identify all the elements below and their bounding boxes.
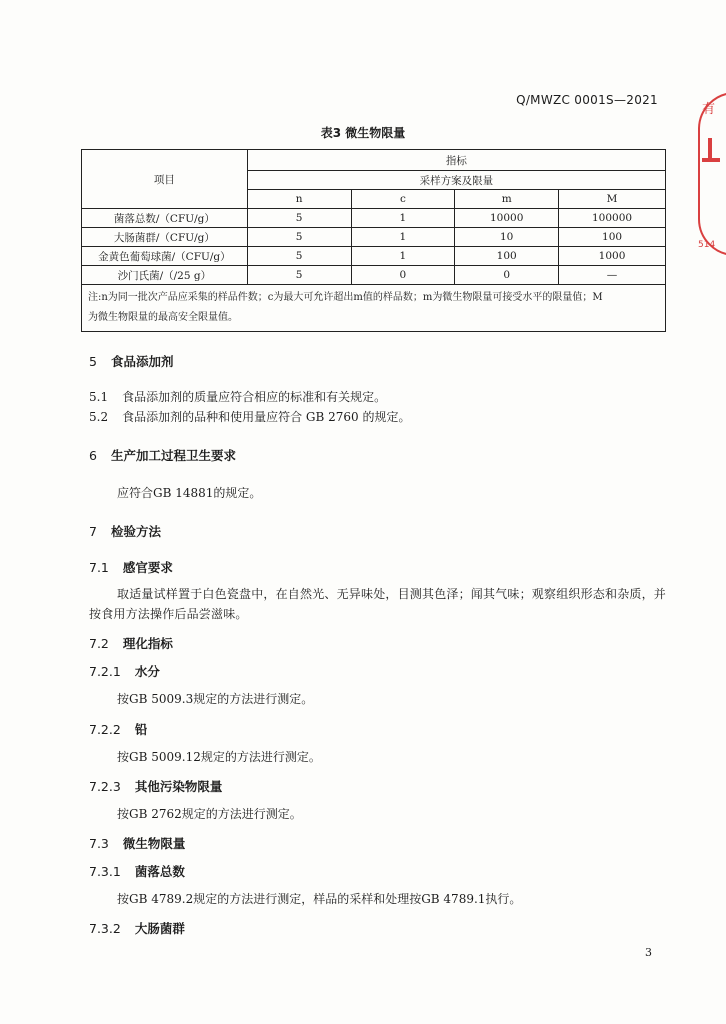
stamp-text-top: 有 (702, 102, 716, 117)
table-row (82, 266, 666, 285)
table-note-line1: 注:n为同一批次产品应采集的样品件数；c为最大可允许超出m值的样品数；m为微生物限量可接受水平的限量值；M (88, 292, 603, 303)
row-M: — (559, 266, 666, 285)
section-7-2-3-text: 按GB 2762规定的方法进行测定。 (117, 807, 302, 821)
row-c: 1 (351, 209, 455, 228)
red-seal-stamp (696, 92, 726, 262)
row-n: 5 (247, 209, 351, 228)
row-m: 100 (455, 247, 559, 266)
row-n: 5 (247, 228, 351, 247)
section-7-3-1-heading: 7.3.1 菌落总数 (89, 864, 185, 879)
section-7-3-2-heading: 7.3.2 大肠菌群 (89, 921, 185, 936)
row-item: 菌落总数/（CFU/g） (82, 209, 248, 228)
table-note-line2: 为微生物限量的最高安全限量值。 (88, 312, 238, 323)
section-7-1-heading: 7.1 感官要求 (89, 560, 173, 575)
section-7-2-3-heading: 7.2.3 其他污染物限量 (89, 779, 223, 794)
section-7-2-heading: 7.2 理化指标 (89, 636, 173, 651)
section-7-heading: 7 检验方法 (89, 524, 161, 539)
section-7-3-heading: 7.3 微生物限量 (89, 836, 186, 851)
section-7-2-1-heading: 7.2.1 水分 (89, 664, 160, 679)
table-row (82, 209, 666, 228)
stamp-text-bottom: 514 (698, 240, 716, 250)
subheader-m: m (455, 190, 559, 209)
clause-5-2: 5.2 食品添加剂的品种和使用量应符合 GB 2760 的规定。 (89, 410, 411, 424)
section-7-2-2-text: 按GB 5009.12规定的方法进行测定。 (117, 750, 321, 764)
section-6-heading: 6 生产加工过程卫生要求 (89, 448, 236, 463)
row-item: 大肠菌群/（CFU/g） (82, 228, 248, 247)
section-7-1-text: 取适量试样置于白色瓷盘中，在自然光、无异味处，目测其色泽；闻其气味；观察组织形态和杂质，并按食用方法操作后品尝滋味。 (89, 587, 667, 621)
row-item: 沙门氏菌/（/25 g） (82, 266, 248, 285)
row-item: 金黄色葡萄球菌/（CFU/g） (82, 247, 248, 266)
row-c: 1 (351, 247, 455, 266)
row-c: 0 (351, 266, 455, 285)
row-m: 10 (455, 228, 559, 247)
page-number: 3 (645, 946, 652, 959)
row-M: 100000 (559, 209, 666, 228)
microbial-limits-table (81, 149, 666, 332)
subheader-c: c (351, 190, 455, 209)
clause-5-1: 5.1 食品添加剂的质量应符合相应的标准和有关规定。 (89, 390, 387, 404)
header-index: 指标 (247, 150, 665, 171)
subheader-n: n (247, 190, 351, 209)
section-5-heading: 5 食品添加剂 (89, 354, 174, 369)
section-7-2-1-text: 按GB 5009.3规定的方法进行测定。 (117, 692, 314, 706)
row-m: 0 (455, 266, 559, 285)
header-item: 项目 (82, 150, 248, 209)
section-7-2-2-heading: 7.2.2 铅 (89, 722, 148, 737)
section-7-3-1-text: 按GB 4789.2规定的方法进行测定，样品的采样和处理按GB 4789.1执行。 (117, 892, 522, 906)
section-6-text: 应符合GB 14881的规定。 (117, 486, 262, 500)
row-c: 1 (351, 228, 455, 247)
row-M: 1000 (559, 247, 666, 266)
table-note (82, 285, 666, 332)
row-m: 10000 (455, 209, 559, 228)
header-sampling-plan: 采样方案及限量 (247, 171, 665, 190)
table-row (82, 228, 666, 247)
subheader-M: M (559, 190, 666, 209)
row-n: 5 (247, 266, 351, 285)
standard-code: Q/MWZC 0001S—2021 (516, 93, 658, 107)
row-M: 100 (559, 228, 666, 247)
table-caption: 表3 微生物限量 (320, 126, 406, 140)
table-row (82, 247, 666, 266)
row-n: 5 (247, 247, 351, 266)
